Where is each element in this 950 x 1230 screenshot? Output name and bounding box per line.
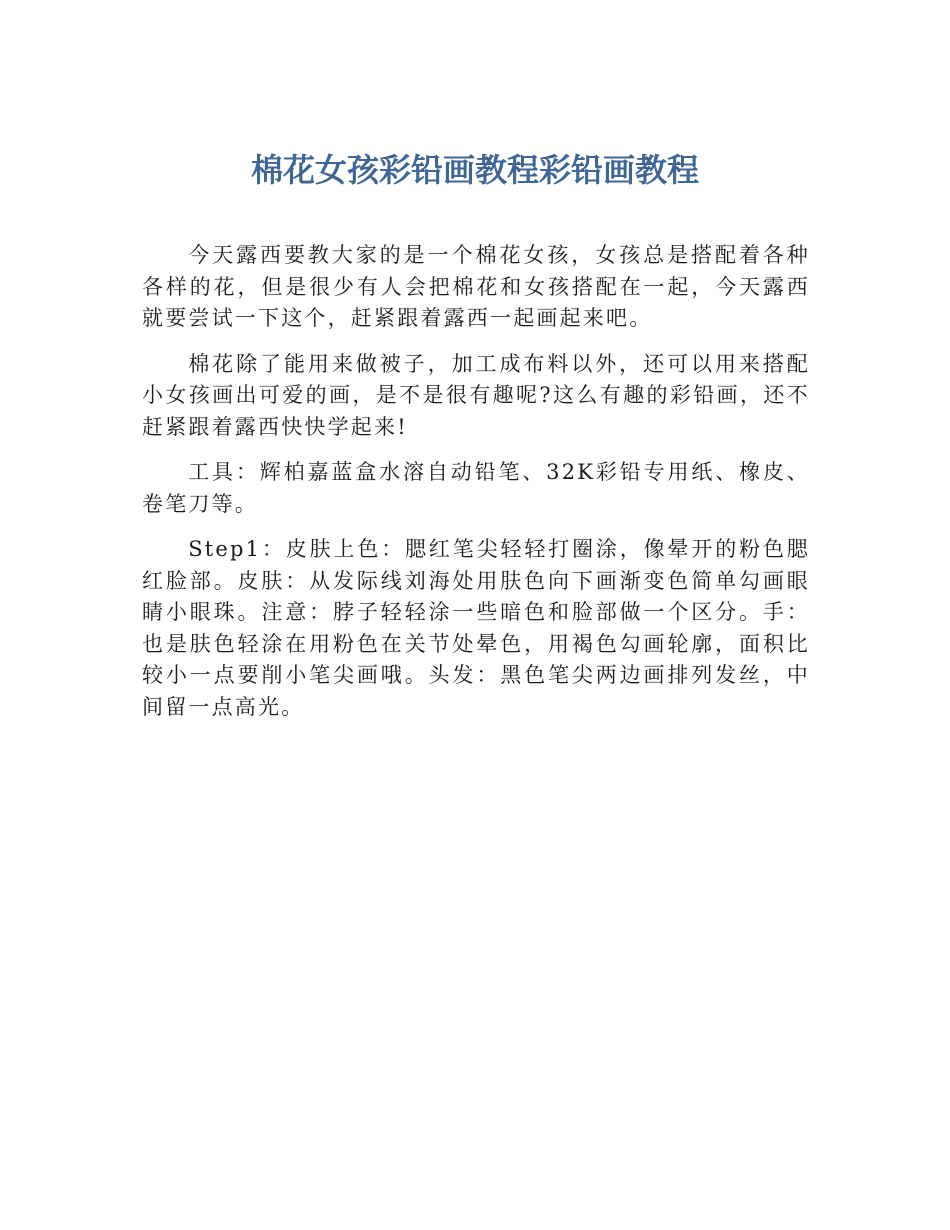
document-title: 棉花女孩彩铅画教程彩铅画教程 <box>250 151 699 189</box>
document-body <box>142 240 810 737</box>
paragraph-step1: Step1：皮肤上色：腮红笔尖轻轻打圈涂，像晕开的粉色腮红脸部。皮肤：从发际线刘海处用肤色向下画渐变色简单勾画眼睛小眼珠。注意：脖子轻轻涂一些暗色和脸部做一个区分。手：也是肤色轻涂在用粉色在关节处晕色，用褐色勾画轮廓，面积比较小一点要削小笔尖画哦。头发：黑色笔尖两边画排列发丝，中间留一点高光。 <box>142 537 810 719</box>
paragraph-intro: 今天露西要教大家的是一个棉花女孩，女孩总是搭配着各种各样的花，但是很少有人会把棉花和女孩搭配在一起，今天露西就要尝试一下这个，赶紧跟着露西一起画起来吧。 <box>142 243 810 330</box>
paragraph-cotton: 棉花除了能用来做被子，加工成布料以外，还可以用来搭配小女孩画出可爱的画，是不是很有趣呢?这么有趣的彩铅画，还不赶紧跟着露西快快学起来! <box>142 351 810 439</box>
paragraph-tools: 工具：辉柏嘉蓝盒水溶自动铅笔、32K彩铅专用纸、橡皮、卷笔刀等。 <box>142 460 810 516</box>
